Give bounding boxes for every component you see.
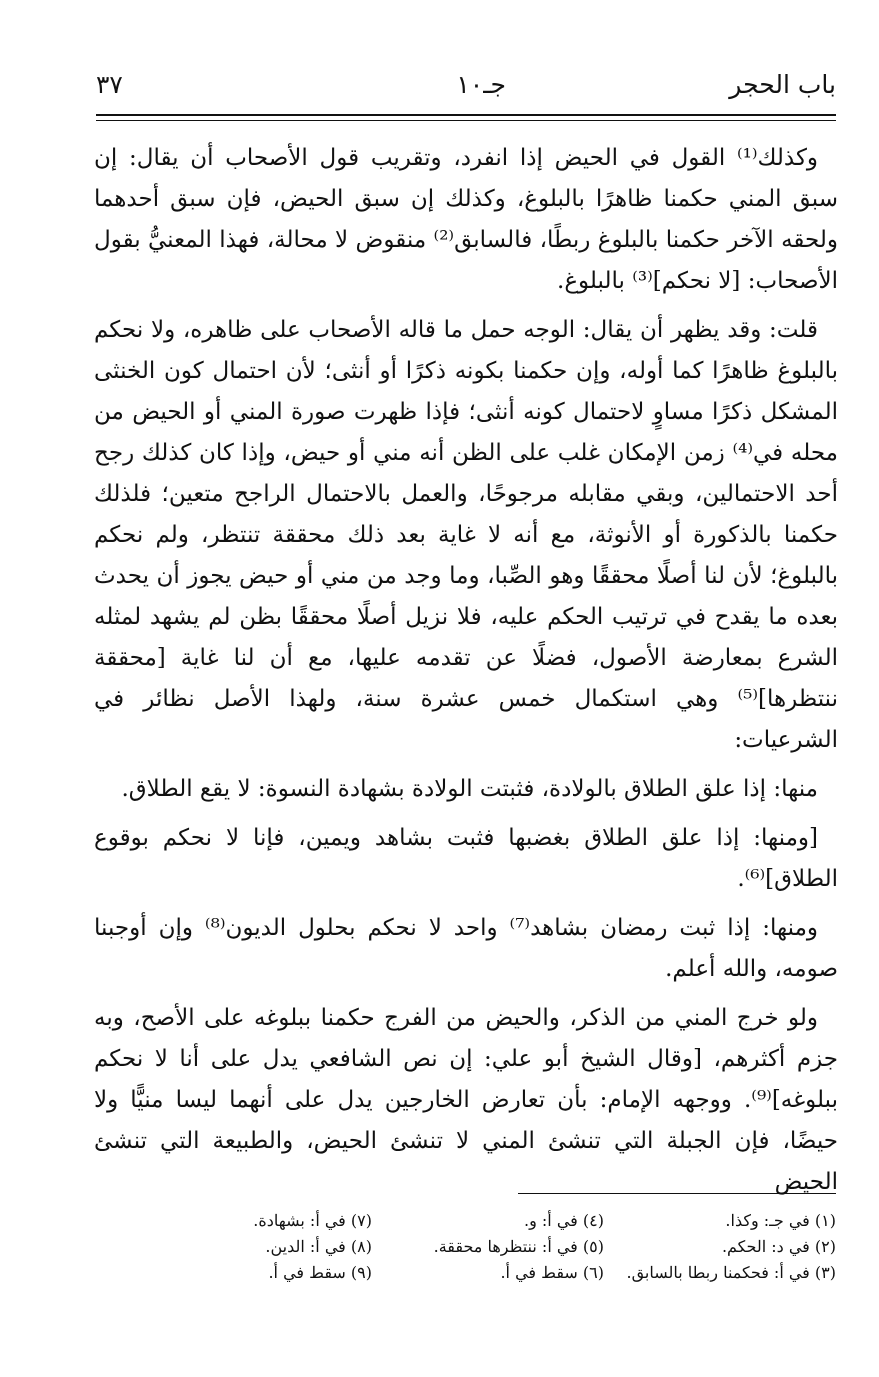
header-rule-thin — [96, 120, 836, 121]
header-rule-thick — [96, 114, 836, 116]
running-header — [96, 66, 836, 108]
footnote: (٦) سقط في أ. — [500, 1263, 604, 1282]
footnote: (٢) في د: الحكم. — [721, 1237, 836, 1256]
footnote: (٤) في أ: و. — [524, 1211, 604, 1230]
paragraph: منها: إذا علق الطلاق بالولادة، فثبتت الولادة بشهادة النسوة: لا يقع الطلاق. — [121, 776, 818, 802]
paragraph: قلت: وقد يظهر أن يقال: الوجه حمل ما قاله الأصحاب على ظاهره، ولا نحكم بالبلوغ ظاهرًا كما أوله، وإن حكمنا بكونه ذكرًا أو أنثى؛ لأن احتمال كون الخنثى المشكل ذكرًا مساوٍ لاحتمال كونه أنثى؛ فإذا ظهرت صورة المني أو الحيض من محله في⁽⁴⁾ زمن الإمكان غلب على الظن أنه مني أو حيض، وإذا كان كذلك رجح أحد الاحتمالين، وبقي مقابله مرجوحًا، والعمل بالاحتمال الراجح متعين؛ فلذلك حكمنا بالذكورة أو الأنوثة، مع أنه لا غاية بعد ذلك محققة تنتظر، ولم نحكم بالبلوغ؛ لأن لنا أصلًا محققًا وهو الصِّبا، وما وجد من مني أو حيض يجوز أن يحدث بعده ما يقدح في ترتيب الحكم عليه، فلا نزيل أصلًا محققًا بظن لم يشهد لمثله الشرع بمعارضة الأصول، فضلًا عن تقدمه عليها، مع أن لنا غاية [محققة ننتظرها]⁽⁵⁾ وهي استكمال خمس عشرة سنة، ولهذا الأصل نظائر في الشرعيات: — [94, 317, 838, 753]
paragraph: ومنها: إذا ثبت رمضان بشاهد⁽⁷⁾ واحد لا نحكم بحلول الديون⁽⁸⁾ وإن أوجبنا صومه، والله أعلم. — [94, 915, 838, 982]
paragraph: [ومنها: إذا علق الطلاق بغضبها فثبت بشاهد ويمين، فإنا لا نحكم بوقوع الطلاق]⁽⁶⁾. — [94, 825, 838, 892]
footnote: (٣) في أ: فحكمنا ربطا بالسابق. — [626, 1263, 836, 1282]
volume-number: جـ١٠ — [456, 70, 506, 99]
page-number: ٣٧ — [96, 70, 123, 99]
chapter-title: باب الحجر — [729, 70, 836, 99]
footnote: (٧) في أ: بشهادة. — [253, 1211, 372, 1230]
footnote: (١) في جـ: وكذا. — [725, 1211, 836, 1230]
paragraph: وكذلك⁽¹⁾ القول في الحيض إذا انفرد، وتقريب قول الأصحاب أن يقال: إن سبق المني حكمنا ظاهرًا بالبلوغ، وكذلك إن سبق الحيض، فإن سبق أحدهما ولحقه الآخر حكمنا بالبلوغ ربطًا، فالسابق⁽²⁾ منقوض لا محالة، فهذا المعنيُّ بقول الأصحاب: [لا نحكم]⁽³⁾ بالبلوغ. — [94, 145, 838, 294]
footnote: (٩) سقط في أ. — [268, 1263, 372, 1282]
footnotes — [150, 1209, 836, 1285]
body-text — [94, 138, 838, 1211]
footnote: (٥) في أ: ننتظرها محققة. — [433, 1237, 604, 1256]
footnote: (٨) في أ: الدين. — [265, 1237, 372, 1256]
paragraph: ولو خرج المني من الذكر، والحيض من الفرج حكمنا ببلوغه على الأصح، وبه جزم أكثرهم، [وقال الشيخ أبو علي: إن نص الشافعي يدل على أنا لا نحكم ببلوغه]⁽⁹⁾. ووجهه الإمام: بأن تعارض الخارجين يدل على أنهما ليسا منيًّا ولا حيضًا، فإن الجبلة التي تنشئ المني لا تنشئ الحيض، والطبيعة التي تنشئ الحيض — [94, 1005, 838, 1195]
footnote-rule — [518, 1193, 836, 1194]
